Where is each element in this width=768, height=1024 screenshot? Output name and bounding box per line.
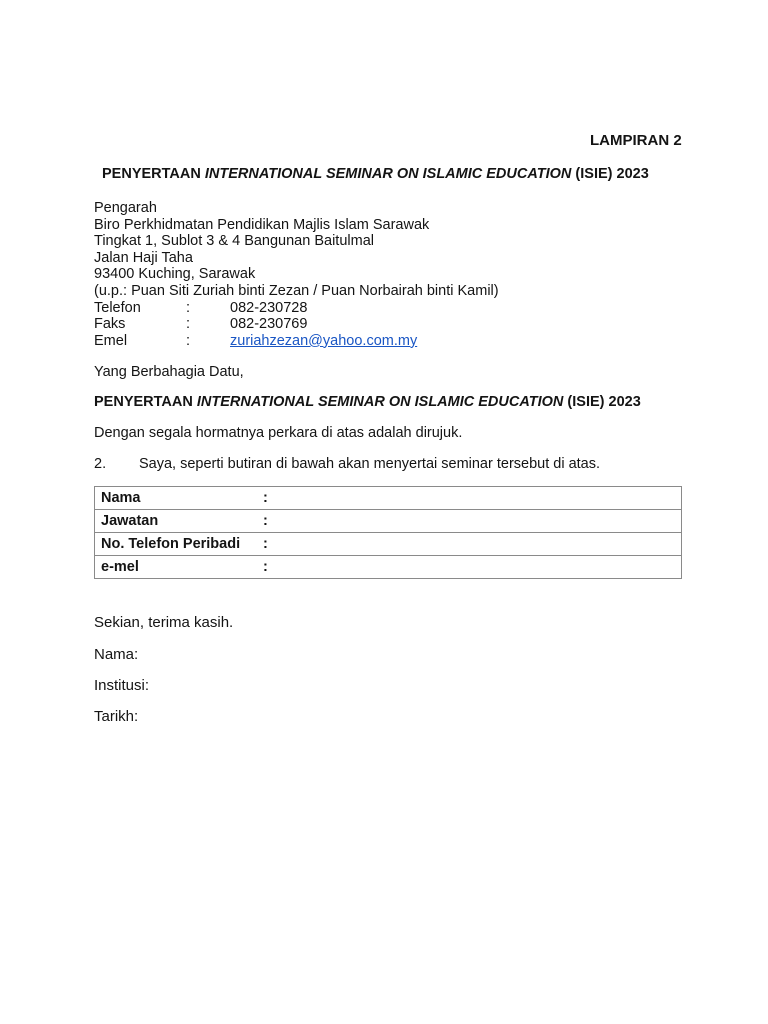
contact-faks [94, 316, 499, 333]
recipient-address [94, 200, 499, 349]
table-row [95, 510, 682, 533]
title-prefix: PENYERTAAN [102, 166, 205, 182]
title-italic: INTERNATIONAL SEMINAR ON ISLAMIC EDUCATION [196, 394, 564, 410]
contact-value: 082-230728 [230, 299, 308, 316]
contact-separator: : [186, 316, 191, 333]
paragraph-number: 2. [94, 456, 107, 472]
row-value-field[interactable] [257, 556, 682, 579]
reference-paragraph: Dengan segala hormatnya perkara di atas adalah dirujuk. [94, 425, 463, 441]
row-separator: : [263, 536, 268, 552]
row-label: Nama [95, 487, 258, 510]
paragraph-text: Saya, seperti butiran di bawah akan menyertai seminar tersebut di atas. [139, 456, 601, 472]
row-value-field[interactable] [257, 533, 682, 556]
address-line: 93400 Kuching, Sarawak [94, 266, 256, 283]
contact-value: 082-230769 [230, 316, 308, 333]
contact-separator: : [186, 299, 191, 316]
row-separator: : [263, 513, 268, 529]
title-suffix: (ISIE) 2023 [563, 394, 641, 410]
title-suffix: (ISIE) 2023 [571, 166, 649, 182]
table-row [95, 487, 682, 510]
contact-label: Telefon [94, 299, 141, 316]
address-line: Biro Perkhidmatan Pendidikan Majlis Islam Sarawak [94, 216, 430, 233]
signoff-nama: Nama: [94, 646, 139, 663]
title-italic: INTERNATIONAL SEMINAR ON ISLAMIC EDUCATION [204, 166, 572, 182]
row-value-field[interactable] [257, 510, 682, 533]
contact-separator: : [186, 332, 191, 349]
participant-form-table [94, 486, 682, 579]
row-label: e-mel [95, 556, 258, 579]
contact-telefon [94, 300, 499, 317]
row-label: No. Telefon Peribadi [95, 533, 258, 556]
row-value-field[interactable] [257, 487, 682, 510]
signoff-tarikh: Tarikh: [94, 708, 139, 725]
contact-label: Emel [94, 332, 128, 349]
row-separator: : [263, 490, 268, 506]
contact-emel [94, 333, 499, 350]
annex-label: LAMPIRAN 2 [590, 132, 682, 149]
title-prefix: PENYERTAAN [94, 394, 197, 410]
address-line: (u.p.: Puan Siti Zuriah binti Zezan / Puan Norbairah binti Kamil) [94, 282, 499, 299]
document-title [102, 166, 649, 182]
subject-heading [94, 394, 641, 410]
address-line: Jalan Haji Taha [94, 249, 193, 266]
table-row [95, 533, 682, 556]
closing-line: Sekian, terima kasih. [94, 614, 234, 631]
email-link[interactable]: zuriahzezan@yahoo.com.my [230, 332, 418, 349]
address-line: Pengarah [94, 200, 157, 216]
address-line: Tingkat 1, Sublot 3 & 4 Bangunan Baitulmal [94, 233, 374, 250]
table-row [95, 556, 682, 579]
row-separator: : [263, 559, 268, 575]
signoff-institusi: Institusi: [94, 677, 150, 694]
contact-label: Faks [94, 316, 126, 333]
row-label: Jawatan [95, 510, 258, 533]
salutation: Yang Berbahagia Datu, [94, 364, 244, 380]
